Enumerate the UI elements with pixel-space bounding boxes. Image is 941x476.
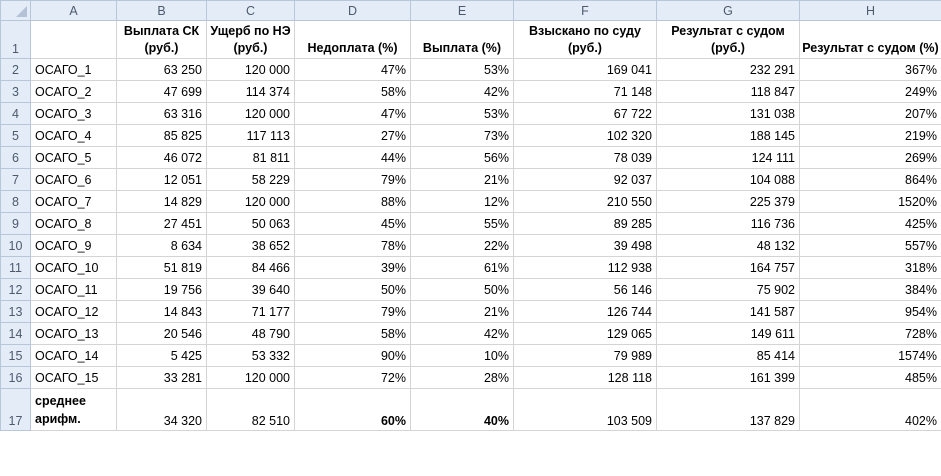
cell-court-recovered-rub[interactable]: 129 065 [514,323,657,345]
cell-underpayment-pct[interactable]: 78% [295,235,411,257]
cell-policy-name[interactable]: ОСАГО_5 [31,147,117,169]
table-row [1,81,941,103]
cell-result-court-rub[interactable]: 161 399 [657,367,800,389]
cell-policy-name[interactable]: среднее арифм. [31,389,117,431]
cell-result-court-rub[interactable]: 124 111 [657,147,800,169]
cell-court-recovered-rub[interactable]: 92 037 [514,169,657,191]
row-number[interactable]: 5 [1,125,31,147]
table-row [1,279,941,301]
cell-court-recovered-rub[interactable]: 210 550 [514,191,657,213]
cell-damage-rub[interactable]: 117 113 [207,125,295,147]
cell-result-court-pct[interactable]: 249% [800,81,941,103]
cell-court-recovered-rub[interactable]: 112 938 [514,257,657,279]
cell-damage-rub[interactable]: 120 000 [207,367,295,389]
cell-court-recovered-rub[interactable]: 79 989 [514,345,657,367]
cell-payout-pct[interactable]: 50% [411,279,514,301]
row-number[interactable]: 10 [1,235,31,257]
header-cell-payout-pct[interactable]: Выплата (%) [411,21,514,59]
cell-underpayment-pct[interactable]: 60% [295,389,411,431]
cell-payout-rub[interactable]: 51 819 [117,257,207,279]
column-header-c[interactable]: C [207,1,295,21]
cell-result-court-pct[interactable]: 728% [800,323,941,345]
cell-payout-rub[interactable]: 27 451 [117,213,207,235]
table-row [1,213,941,235]
cell-result-court-rub[interactable]: 118 847 [657,81,800,103]
cell-result-court-rub[interactable]: 149 611 [657,323,800,345]
cell-result-court-rub[interactable]: 48 132 [657,235,800,257]
cell-policy-name[interactable]: ОСАГО_13 [31,323,117,345]
cell-result-court-pct[interactable]: 384% [800,279,941,301]
cell-court-recovered-rub[interactable]: 128 118 [514,367,657,389]
cell-result-court-pct[interactable]: 425% [800,213,941,235]
cell-payout-pct[interactable]: 21% [411,169,514,191]
cell-court-recovered-rub[interactable]: 169 041 [514,59,657,81]
cell-result-court-pct[interactable]: 207% [800,103,941,125]
cell-a1[interactable] [31,21,117,59]
cell-result-court-rub[interactable]: 225 379 [657,191,800,213]
table-row [1,345,941,367]
cell-result-court-rub[interactable]: 137 829 [657,389,800,431]
cell-payout-pct[interactable]: 42% [411,323,514,345]
column-header-f[interactable]: F [514,1,657,21]
cell-policy-name[interactable]: ОСАГО_7 [31,191,117,213]
cell-payout-pct[interactable]: 55% [411,213,514,235]
column-header-e[interactable]: E [411,1,514,21]
cell-damage-rub[interactable]: 58 229 [207,169,295,191]
cell-result-court-rub[interactable]: 75 902 [657,279,800,301]
cell-policy-name[interactable]: ОСАГО_11 [31,279,117,301]
cell-underpayment-pct[interactable]: 88% [295,191,411,213]
cell-damage-rub[interactable]: 48 790 [207,323,295,345]
cell-damage-rub[interactable]: 120 000 [207,103,295,125]
header-cell-damage-rub[interactable]: Ущерб по НЭ (руб.) [207,21,295,59]
column-header-b[interactable]: B [117,1,207,21]
row-number[interactable]: 2 [1,59,31,81]
cell-policy-name[interactable]: ОСАГО_8 [31,213,117,235]
cell-payout-rub[interactable]: 5 425 [117,345,207,367]
cell-payout-pct[interactable]: 28% [411,367,514,389]
table-row [1,235,941,257]
cell-result-court-pct[interactable]: 367% [800,59,941,81]
row-number[interactable]: 16 [1,367,31,389]
cell-damage-rub[interactable]: 53 332 [207,345,295,367]
cell-underpayment-pct[interactable]: 90% [295,345,411,367]
table-row [1,323,941,345]
cell-damage-rub[interactable]: 39 640 [207,279,295,301]
row-number[interactable]: 15 [1,345,31,367]
cell-policy-name[interactable]: ОСАГО_1 [31,59,117,81]
header-cell-payout-rub[interactable]: Выплата СК (руб.) [117,21,207,59]
cell-result-court-rub[interactable]: 131 038 [657,103,800,125]
cell-court-recovered-rub[interactable]: 89 285 [514,213,657,235]
cell-result-court-pct[interactable]: 1574% [800,345,941,367]
cell-damage-rub[interactable]: 114 374 [207,81,295,103]
cell-result-court-pct[interactable]: 402% [800,389,941,431]
cell-payout-pct[interactable]: 12% [411,191,514,213]
cell-payout-pct[interactable]: 53% [411,59,514,81]
cell-payout-rub[interactable]: 85 825 [117,125,207,147]
cell-policy-name[interactable]: ОСАГО_9 [31,235,117,257]
cell-policy-name[interactable]: ОСАГО_15 [31,367,117,389]
row-number[interactable]: 12 [1,279,31,301]
cell-underpayment-pct[interactable]: 27% [295,125,411,147]
cell-policy-name[interactable]: ОСАГО_14 [31,345,117,367]
cell-court-recovered-rub[interactable]: 78 039 [514,147,657,169]
column-header-d[interactable]: D [295,1,411,21]
cell-result-court-rub[interactable]: 232 291 [657,59,800,81]
row-number[interactable]: 6 [1,147,31,169]
column-header-h[interactable]: H [800,1,941,21]
cell-policy-name[interactable]: ОСАГО_4 [31,125,117,147]
row-number[interactable]: 8 [1,191,31,213]
cell-result-court-rub[interactable]: 164 757 [657,257,800,279]
cell-payout-rub[interactable]: 63 316 [117,103,207,125]
cell-result-court-pct[interactable]: 1520% [800,191,941,213]
row-number[interactable]: 3 [1,81,31,103]
cell-result-court-rub[interactable]: 188 145 [657,125,800,147]
cell-payout-pct[interactable]: 53% [411,103,514,125]
cell-underpayment-pct[interactable]: 47% [295,59,411,81]
cell-damage-rub[interactable]: 120 000 [207,191,295,213]
cell-payout-rub[interactable]: 19 756 [117,279,207,301]
cell-policy-name[interactable]: ОСАГО_12 [31,301,117,323]
cell-payout-pct[interactable]: 40% [411,389,514,431]
cell-damage-rub[interactable]: 120 000 [207,59,295,81]
row-number[interactable]: 13 [1,301,31,323]
cell-underpayment-pct[interactable]: 44% [295,147,411,169]
cell-underpayment-pct[interactable]: 45% [295,213,411,235]
cell-court-recovered-rub[interactable]: 56 146 [514,279,657,301]
cell-damage-rub[interactable]: 84 466 [207,257,295,279]
cell-court-recovered-rub[interactable]: 39 498 [514,235,657,257]
header-cell-result-court-pct[interactable]: Результат с судом (%) [800,21,941,59]
cell-payout-pct[interactable]: 73% [411,125,514,147]
cell-payout-rub[interactable]: 63 250 [117,59,207,81]
cell-court-recovered-rub[interactable]: 71 148 [514,81,657,103]
cell-payout-rub[interactable]: 20 546 [117,323,207,345]
cell-court-recovered-rub[interactable]: 103 509 [514,389,657,431]
cell-damage-rub[interactable]: 38 652 [207,235,295,257]
cell-policy-name[interactable]: ОСАГО_10 [31,257,117,279]
cell-result-court-pct[interactable]: 485% [800,367,941,389]
cell-payout-rub[interactable]: 12 051 [117,169,207,191]
row-number[interactable]: 17 [1,389,31,431]
row-number[interactable]: 1 [1,21,31,59]
cell-result-court-pct[interactable]: 318% [800,257,941,279]
cell-underpayment-pct[interactable]: 50% [295,279,411,301]
cell-policy-name[interactable]: ОСАГО_6 [31,169,117,191]
cell-payout-pct[interactable]: 21% [411,301,514,323]
cell-damage-rub[interactable]: 81 811 [207,147,295,169]
header-cell-underpayment-pct[interactable]: Недоплата (%) [295,21,411,59]
header-cell-court-recovered-rub[interactable]: Взыскано по суду (руб.) [514,21,657,59]
table-row [1,59,941,81]
column-header-g[interactable]: G [657,1,800,21]
row-number[interactable]: 4 [1,103,31,125]
cell-result-court-pct[interactable]: 557% [800,235,941,257]
cell-underpayment-pct[interactable]: 58% [295,81,411,103]
cell-underpayment-pct[interactable]: 58% [295,323,411,345]
cell-result-court-pct[interactable]: 219% [800,125,941,147]
cell-court-recovered-rub[interactable]: 126 744 [514,301,657,323]
table-row [1,191,941,213]
column-header-a[interactable]: A [31,1,117,21]
cell-result-court-rub[interactable]: 116 736 [657,213,800,235]
cell-underpayment-pct[interactable]: 39% [295,257,411,279]
row-number[interactable]: 9 [1,213,31,235]
table-row [1,103,941,125]
cell-policy-name[interactable]: ОСАГО_3 [31,103,117,125]
cell-underpayment-pct[interactable]: 47% [295,103,411,125]
cell-result-court-rub[interactable]: 141 587 [657,301,800,323]
table-header-row [1,21,941,59]
cell-payout-rub[interactable]: 46 072 [117,147,207,169]
table-row [1,169,941,191]
cell-damage-rub[interactable]: 50 063 [207,213,295,235]
select-all-corner[interactable] [1,1,31,21]
cell-damage-rub[interactable]: 71 177 [207,301,295,323]
summary-row [1,389,941,431]
cell-payout-pct[interactable]: 10% [411,345,514,367]
table-row [1,301,941,323]
cell-payout-pct[interactable]: 61% [411,257,514,279]
cell-underpayment-pct[interactable]: 79% [295,301,411,323]
cell-payout-rub[interactable]: 34 320 [117,389,207,431]
table-row [1,125,941,147]
cell-result-court-pct[interactable]: 864% [800,169,941,191]
cell-payout-rub[interactable]: 14 843 [117,301,207,323]
row-number[interactable]: 11 [1,257,31,279]
cell-damage-rub[interactable]: 82 510 [207,389,295,431]
cell-court-recovered-rub[interactable]: 102 320 [514,125,657,147]
header-cell-result-court-rub[interactable]: Результат с судом (руб.) [657,21,800,59]
table-row [1,367,941,389]
cell-result-court-rub[interactable]: 85 414 [657,345,800,367]
cell-result-court-pct[interactable]: 954% [800,301,941,323]
cell-result-court-rub[interactable]: 104 088 [657,169,800,191]
row-number[interactable]: 14 [1,323,31,345]
table-row [1,257,941,279]
select-all-triangle-icon [16,6,27,17]
cell-payout-rub[interactable]: 47 699 [117,81,207,103]
cell-policy-name[interactable]: ОСАГО_2 [31,81,117,103]
cell-payout-pct[interactable]: 22% [411,235,514,257]
cell-result-court-pct[interactable]: 269% [800,147,941,169]
cell-underpayment-pct[interactable]: 72% [295,367,411,389]
column-header-row [1,1,941,21]
cell-payout-pct[interactable]: 42% [411,81,514,103]
cell-payout-rub[interactable]: 33 281 [117,367,207,389]
cell-payout-rub[interactable]: 14 829 [117,191,207,213]
cell-payout-pct[interactable]: 56% [411,147,514,169]
table-row [1,147,941,169]
row-number[interactable]: 7 [1,169,31,191]
cell-court-recovered-rub[interactable]: 67 722 [514,103,657,125]
cell-underpayment-pct[interactable]: 79% [295,169,411,191]
cell-payout-rub[interactable]: 8 634 [117,235,207,257]
